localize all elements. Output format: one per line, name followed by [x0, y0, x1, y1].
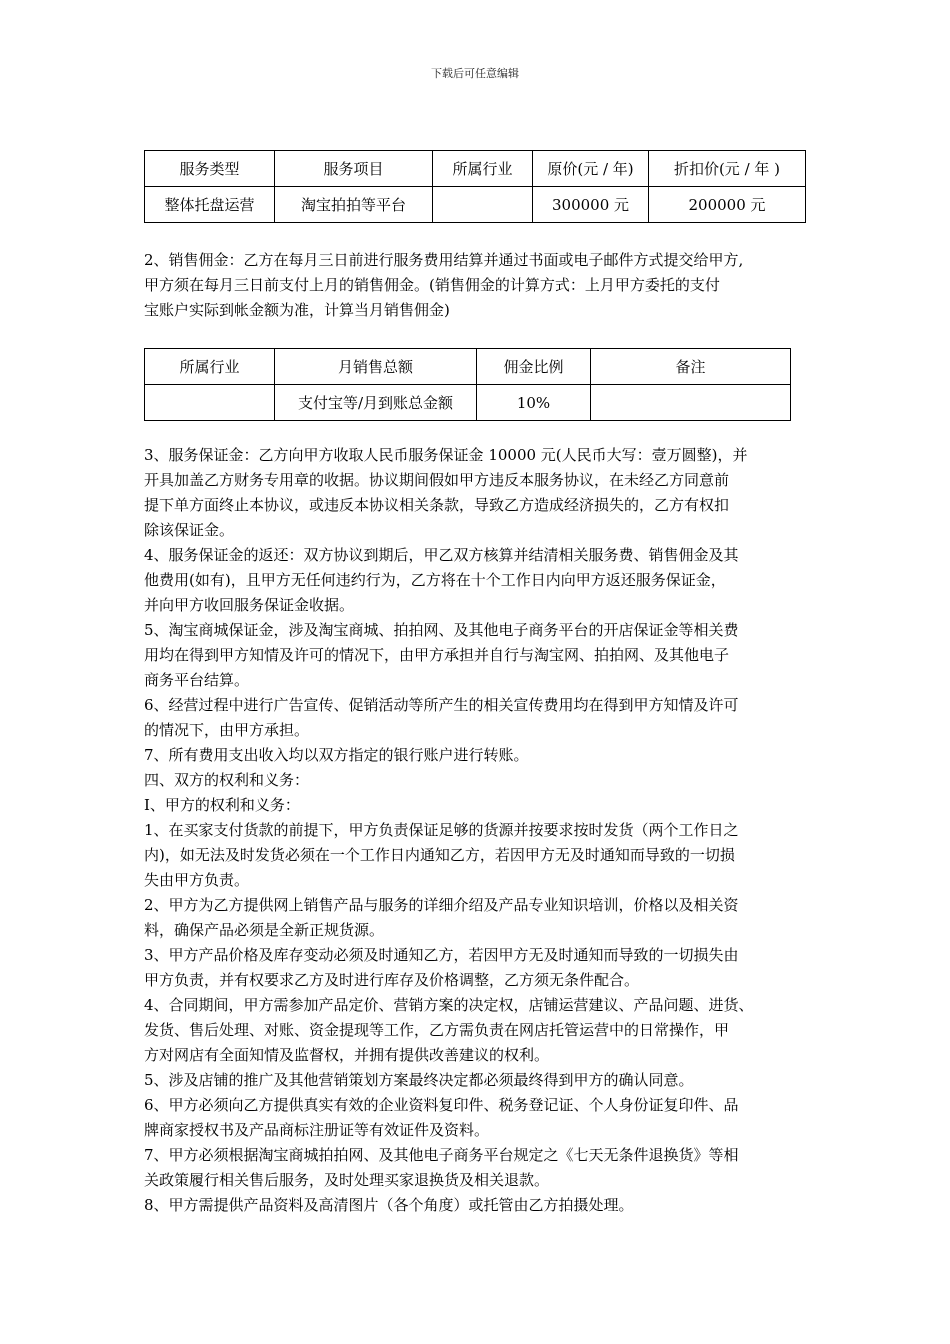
subsection-heading: I、甲方的权利和义务： [144, 796, 300, 814]
commission-paragraph [144, 248, 824, 323]
header-cell: 原价(元 / 年) [533, 151, 649, 187]
text-line: 失由甲方负责。 [144, 871, 250, 889]
text-line: 的情况下，由甲方承担。 [144, 721, 310, 739]
text-line: 并向甲方收回服务保证金收据。 [144, 596, 355, 614]
text-line: 8、甲方需提供产品资料及高清图片（各个角度）或托管由乙方拍摄处理。 [144, 1196, 634, 1214]
page-header: 下载后可任意编辑 [431, 67, 519, 80]
table-cell: 淘宝拍拍等平台 [275, 187, 433, 223]
header-cell: 所属行业 [433, 151, 533, 187]
text-line: 3、甲方产品价格及库存变动必须及时通知乙方，若因甲方无及时通知而导致的一切损失由 [144, 946, 739, 964]
table-cell [591, 385, 791, 421]
contract-body [144, 443, 824, 1218]
text-line: 7、甲方必须根据淘宝商城拍拍网、及其他电子商务平台规定之《七天无条件退换货》等相 [144, 1146, 739, 1164]
text-line: 内)，如无法及时发货必须在一个工作日内通知乙方，若因甲方无及时通知而导致的一切损 [144, 846, 735, 864]
commission-table [144, 348, 791, 421]
text-line: 方对网店有全面知情及监督权，并拥有提供改善建议的权利。 [144, 1046, 550, 1064]
text-line: 2、销售佣金：乙方在每月三日前进行服务费用结算并通过书面或电子邮件方式提交给甲方, [144, 251, 744, 269]
table-cell: 300000 元 [533, 187, 649, 223]
text-line: 开具加盖乙方财务专用章的收据。协议期间假如甲方违反本服务协议，在未经乙方同意前 [144, 471, 730, 489]
text-line: 料，确保产品必须是全新正规货源。 [144, 921, 385, 939]
text-line: 他费用(如有)，且甲方无任何违约行为，乙方将在十个工作日内向甲方返还服务保证金， [144, 571, 726, 589]
text-line: 关政策履行相关售后服务，及时处理买家退换货及相关退款。 [144, 1171, 550, 1189]
text-line: 6、经营过程中进行广告宣传、促销活动等所产生的相关宣传费用均在得到甲方知情及许可 [144, 696, 739, 714]
section-heading: 四、双方的权利和义务： [144, 771, 310, 789]
text-line: 7、所有费用支出收入均以双方指定的银行账户进行转账。 [144, 746, 529, 764]
text-line: 4、服务保证金的返还：双方协议到期后，甲乙双方核算并结清相关服务费、销售佣金及其 [144, 546, 739, 564]
text-line: 6、甲方必须向乙方提供真实有效的企业资料复印件、税务登记证、个人身份证复印件、品 [144, 1096, 739, 1114]
header-cell: 服务类型 [145, 151, 275, 187]
header-cell: 佣金比例 [477, 349, 591, 385]
header-cell: 所属行业 [145, 349, 275, 385]
text-line: 除该保证金。 [144, 521, 235, 539]
table-cell: 整体托盘运营 [145, 187, 275, 223]
text-line: 用均在得到甲方知情及许可的情况下，由甲方承担并自行与淘宝网、拍拍网、及其他电子 [144, 646, 730, 664]
text-line: 甲方须在每月三日前支付上月的销售佣金。(销售佣金的计算方式：上月甲方委托的支付 [144, 276, 720, 294]
table-cell [433, 187, 533, 223]
table-cell: 10% [477, 385, 591, 421]
table-header-row [145, 349, 791, 385]
text-line: 3、服务保证金：乙方向甲方收取人民币服务保证金 10000 元(人民币大写：壹万圆整)，并 [144, 446, 748, 464]
table-cell: 200000 元 [649, 187, 806, 223]
header-cell: 服务项目 [275, 151, 433, 187]
text-line: 4、合同期间，甲方需参加产品定价、营销方案的决定权，店铺运营建议、产品问题、进货、 [144, 996, 754, 1014]
header-cell: 月销售总额 [275, 349, 477, 385]
text-line: 1、在买家支付货款的前提下，甲方负责保证足够的货源并按要求按时发货（两个工作日之 [144, 821, 739, 839]
text-line: 提下单方面终止本协议，或违反本协议相关条款，导致乙方造成经济损失的，乙方有权扣 [144, 496, 730, 514]
text-line: 5、淘宝商城保证金，涉及淘宝商城、拍拍网、及其他电子商务平台的开店保证金等相关费 [144, 621, 739, 639]
table-row [145, 187, 806, 223]
text-line: 发货、售后处理、对账、资金提现等工作，乙方需负责在网店托管运营中的日常操作，甲 [144, 1021, 730, 1039]
table-row [145, 385, 791, 421]
text-line: 宝账户实际到帐金额为准，计算当月销售佣金) [144, 301, 450, 319]
service-fee-table [144, 150, 806, 223]
text-line: 5、涉及店铺的推广及其他营销策划方案最终决定都必须最终得到甲方的确认同意。 [144, 1071, 694, 1089]
text-line: 甲方负责，并有权要求乙方及时进行库存及价格调整，乙方须无条件配合。 [144, 971, 640, 989]
text-line: 牌商家授权书及产品商标注册证等有效证件及资料。 [144, 1121, 490, 1139]
text-line: 2、甲方为乙方提供网上销售产品与服务的详细介绍及产品专业知识培训，价格以及相关资 [144, 896, 739, 914]
header-cell: 备注 [591, 349, 791, 385]
table-cell [145, 385, 275, 421]
header-cell: 折扣价(元 / 年 ) [649, 151, 806, 187]
text-line: 商务平台结算。 [144, 671, 250, 689]
table-header-row [145, 151, 806, 187]
table-cell: 支付宝等/月到账总金额 [275, 385, 477, 421]
